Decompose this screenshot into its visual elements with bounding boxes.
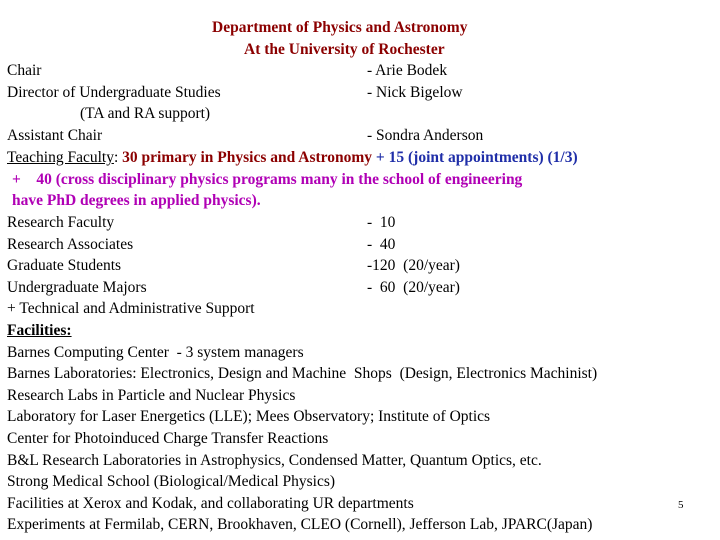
facility-item: Laboratory for Laser Energetics (LLE); Mees Observatory; Institute of Optics [7,408,491,425]
title-line-1: Department of Physics and Astronomy [212,19,468,36]
stat-label-research-faculty: Research Faculty [7,214,115,231]
staff-role-ta-support: (TA and RA support) [80,105,211,122]
facility-item: Strong Medical School (Biological/Medical Physics) [7,473,336,490]
staff-value-director: - Nick Bigelow [367,84,463,101]
staff-role-assistant-chair: Assistant Chair [7,127,103,144]
teaching-phd-note: have PhD degrees in applied physics). [12,192,261,209]
teaching-faculty-colon: : [113,149,119,166]
facility-item: Center for Photoinduced Charge Transfer Reactions [7,430,329,447]
stat-label-undergraduate-majors: Undergraduate Majors [7,279,147,296]
stat-value-research-faculty: - 10 [367,214,396,231]
teaching-faculty-line [7,148,578,168]
teaching-primary-text: primary in Physics and Astronomy [141,149,373,166]
teaching-plus: + [375,149,385,166]
facilities-heading: Facilities: [7,322,72,339]
stat-label-graduate-students: Graduate Students [7,257,122,274]
facility-item: Experiments at Fermilab, CERN, Brookhaven, CLEO (Cornell), Jefferson Lab, JPARC(Japan) [7,516,593,533]
teaching-cross-disciplinary: + 40 (cross disciplinary physics programs many in the school of engineering [12,171,523,188]
facility-item: Research Labs in Particle and Nuclear Physics [7,387,296,404]
staff-value-assistant-chair: - Sondra Anderson [367,127,484,144]
teaching-primary-count: 30 [122,149,138,166]
staff-value-chair: - Arie Bodek [367,62,448,79]
facility-item: B&L Research Laboratories in Astrophysics, Condensed Matter, Quantum Optics, etc. [7,452,542,469]
stat-value-research-associates: - 40 [367,236,396,253]
teaching-faculty-label: Teaching Faculty [7,149,114,166]
teaching-joint: 15 (joint appointments) (1/3) [388,149,578,166]
stat-value-graduate-students: -120 (20/year) [367,257,460,274]
facility-item: Barnes Laboratories: Electronics, Design and Machine Shops (Design, Electronics Machinist) [7,365,598,382]
title-line-2: At the University of Rochester [244,41,445,58]
facility-item: Facilities at Xerox and Kodak, and collaborating UR departments [7,495,414,512]
facility-item: Barnes Computing Center - 3 system managers [7,344,304,361]
page-number: 5 [678,499,684,511]
staff-role-chair: Chair [7,62,42,79]
stat-value-undergraduate-majors: - 60 (20/year) [367,279,460,296]
support-line: + Technical and Administrative Support [7,300,255,317]
stat-label-research-associates: Research Associates [7,236,134,253]
staff-role-director: Director of Undergraduate Studies [7,84,221,101]
